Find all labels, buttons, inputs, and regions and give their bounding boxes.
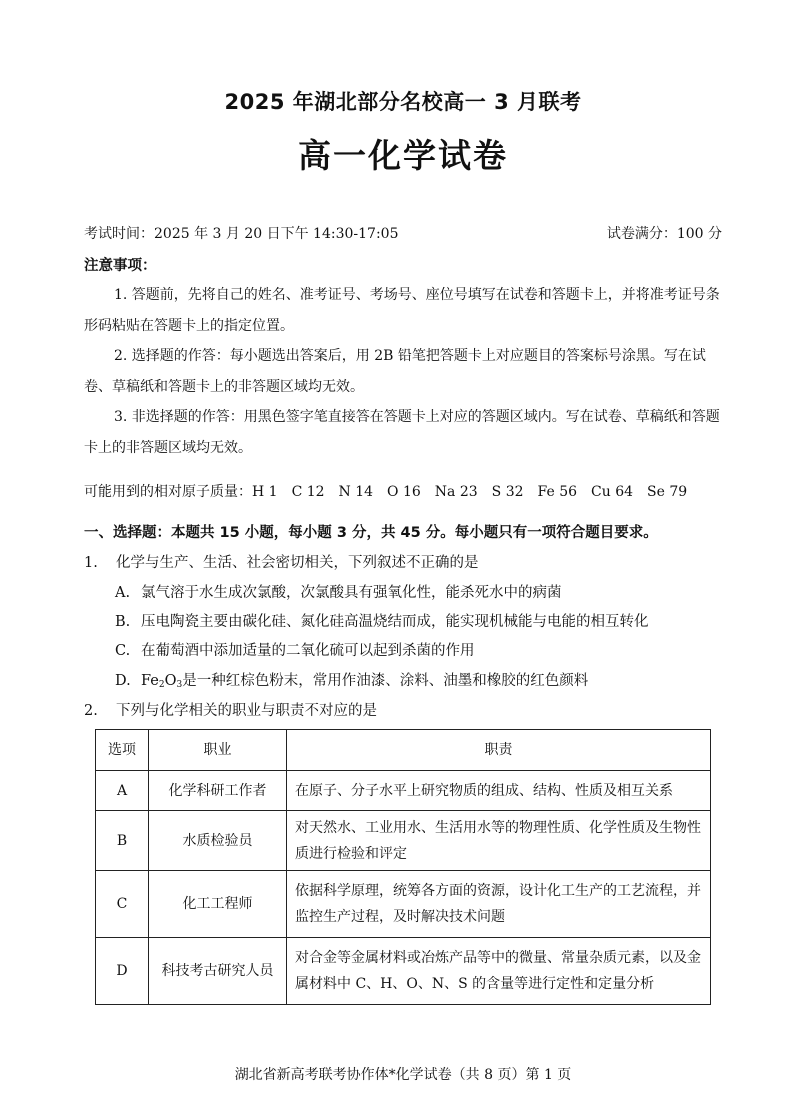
table-cell-career: 科技考古研究人员 (149, 938, 287, 1005)
table-cell-duty: 对合金等金属材料或冶炼产品等中的微量、常量杂质元素，以及金属材料中 C、H、O、N、S 的含量等进行定性和定量分析 (287, 938, 711, 1005)
option-text: 氯气溶于水生成次氯酸，次氯酸具有强氧化性，能杀死水中的病菌 (141, 585, 562, 601)
atomic-masses: 可能用到的相对原子质量：H 1 C 12 N 14 O 16 Na 23 S 32 Fe 56 Cu 64 Se 79 (84, 484, 688, 500)
table-cell-duty: 对天然水、工业用水、生活用水等的物理性质、化学性质及生物性质进行检验和评定 (287, 811, 711, 871)
section-heading: 一、选择题：本题共 15 小题，每小题 3 分，共 45 分。每小题只有一项符合题目要求。 (84, 525, 658, 541)
table-header-cell: 选项 (96, 730, 149, 771)
option-letter: C. (115, 643, 131, 659)
formula-element: O (164, 673, 177, 689)
notice-item: 3. 非选择题的作答：用黑色签字笔直接答在答题卡上对应的答题区域内。写在试卷、草稿纸和答题卡上的非答题区域均无效。 (84, 409, 720, 456)
table-cell-option: A (96, 771, 149, 811)
question-2 (84, 699, 377, 720)
option-a (115, 581, 562, 602)
table-header-cell: 职业 (149, 730, 287, 771)
option-text: 压电陶瓷主要由碳化硅、氮化硅高温烧结而成，能实现机械能与电能的相互转化 (141, 614, 649, 630)
table-row (96, 811, 711, 871)
table-cell-duty: 在原子、分子水平上研究物质的组成、结构、性质及相互关系 (287, 771, 711, 811)
full-score: 试卷满分：100 分 (606, 226, 722, 242)
option-letter: B. (115, 614, 131, 630)
question-stem: 化学与生产、生活、社会密切相关，下列叙述不正确的是 (116, 555, 479, 571)
formula-element: Fe (141, 673, 159, 689)
table-cell-option: D (96, 938, 149, 1005)
option-letter: A. (115, 585, 131, 601)
option-text: 在葡萄酒中添加适量的二氧化硫可以起到杀菌的作用 (141, 643, 475, 659)
question-stem: 下列与化学相关的职业与职责不对应的是 (116, 703, 377, 719)
table-header-cell: 职责 (287, 730, 711, 771)
notice-item: 1. 答题前，先将自己的姓名、准考证号、考场号、座位号填写在试卷和答题卡上，并将准考证号条形码粘贴在答题卡上的指定位置。 (84, 287, 720, 334)
table-cell-option: C (96, 871, 149, 938)
paper-title: 高一化学试卷 (298, 136, 508, 175)
notice-heading: 注意事项： (84, 258, 157, 274)
option-c (115, 639, 475, 660)
table-row (96, 771, 711, 811)
table-row (96, 871, 711, 938)
exam-series-title: 2025 年湖北部分名校高一 3 月联考 (224, 90, 582, 114)
question-number: 1. (84, 555, 98, 571)
career-duty-table (95, 729, 711, 1005)
formula-subscript: 2 (158, 680, 165, 690)
option-letter: D. (115, 673, 131, 689)
table-cell-career: 化学科研工作者 (149, 771, 287, 811)
option-b (115, 610, 649, 631)
formula-fe2o3 (141, 673, 182, 689)
table-cell-career: 化工工程师 (149, 871, 287, 938)
table-row (96, 938, 711, 1005)
question-number: 2. (84, 703, 98, 719)
notice-item: 2. 选择题的作答：每小题选出答案后，用 2B 铅笔把答题卡上对应题目的答案标号涂黑。写在试卷、草稿纸和答题卡上的非答题区域均无效。 (84, 348, 706, 395)
table-header-row (96, 730, 711, 771)
table-cell-option: B (96, 811, 149, 871)
formula-subscript: 3 (176, 680, 183, 690)
question-1 (84, 551, 479, 572)
page-footer: 湖北省新高考联考协作体*化学试卷（共 8 页）第 1 页 (234, 1067, 572, 1083)
table-cell-duty: 依据科学原理，统筹各方面的资源，设计化工生产的工艺流程，并监控生产过程，及时解决技术问题 (287, 871, 711, 938)
option-text: 是一种红棕色粉末，常用作油漆、涂料、油墨和橡胶的红色颜料 (182, 673, 589, 689)
option-d (115, 669, 588, 690)
table-cell-career: 水质检验员 (149, 811, 287, 871)
exam-time: 考试时间：2025 年 3 月 20 日下午 14:30-17:05 (84, 226, 399, 242)
